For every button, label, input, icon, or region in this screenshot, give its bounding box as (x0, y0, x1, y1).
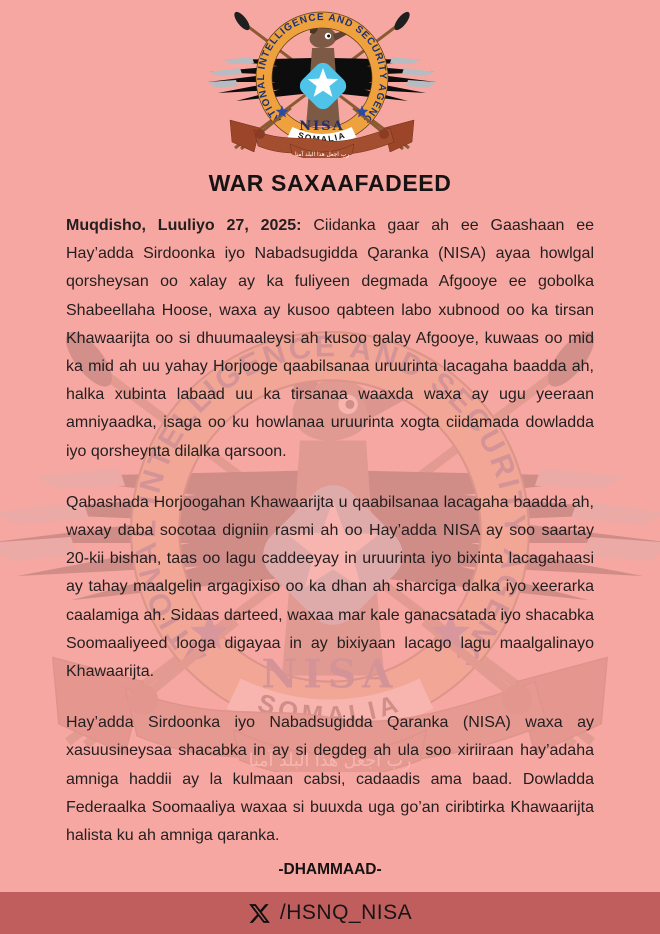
paragraph-1-text: Ciidanka gaar ah ee Gaashaan ee Hay’adda Sirdoonka iyo Nabadsugidda Qaranka (NISA) ayaa howlgal qorsheysan oo xalay ay ka fuliyeen degmada Afgooye ee gobolka Shabeellaha Hoose, waxa ay kusoo qabteen labo xubnood oo ka tirsan Khawaarijta oo si dhuumaaleysi ah kusoo galay Afgooye, kuwaas oo mid ka mid ah uu yahay Horjooge qaabilsanaa uruurinta lacagaha baadda ah, halka xubinta labaad uu ka tirsanaa waaxda waxa ay ugu yeeraan amniyaadka, isaga oo ku howlanaa uruurinta xogta ciidamada dowladda iyo qorsheynta dilalka qarsoon. (66, 217, 594, 460)
press-release-body (66, 212, 594, 884)
x-handle: /HSNQ_NISA (279, 901, 413, 924)
nisa-logo (206, 8, 438, 158)
paragraph-3-text: Hay’adda Sirdoonka iyo Nabadsugidda Qaranka (NISA) waxa ay xasuusineysaa shacabka in ay si degdeg ah ula soo xiriiraan hay’adaha amniga haddii ay la kulmaan cabsi, cadaadis ama baad. Dowladda Federaalka Soomaaliya waxaa si buuxda uga go’an ciribtirka Khawaarijta halista ku ah amniga qaranka. (66, 714, 594, 845)
paragraph-2-text: Qabashada Horjoogahan Khawaarijta u qaabilsanaa lacagaha baadda ah, waxay daba socotaa digniin rasmi ah oo Hay’adda NISA ay soo saartay 20-kii bishan, taas oo lagu caddeeyay in uruurinta iyo bixinta lacagahaasi ay tahay maalgelin argagixiso oo ka dhan ah sharciga dalka iyo xeerarka caalamiga ah. Sidaas darteed, waxaa mar kale ganacsatada iyo shacabka Soomaaliyeed looga digayaa in ay bixiyaan lacago lagu maalgalinayo Khawaarijta. (66, 493, 594, 681)
paragraph-2 (66, 489, 594, 686)
footer-bar (0, 892, 660, 934)
paragraph-3 (66, 709, 594, 850)
end-mark: -DHAMMAAD- (278, 861, 382, 879)
page-title: WAR SAXAAFADEED (208, 170, 452, 196)
paragraph-1 (66, 212, 594, 466)
dateline: Muqdisho, Luuliyo 27, 2025: (66, 217, 302, 234)
x-twitter-icon (248, 902, 271, 925)
